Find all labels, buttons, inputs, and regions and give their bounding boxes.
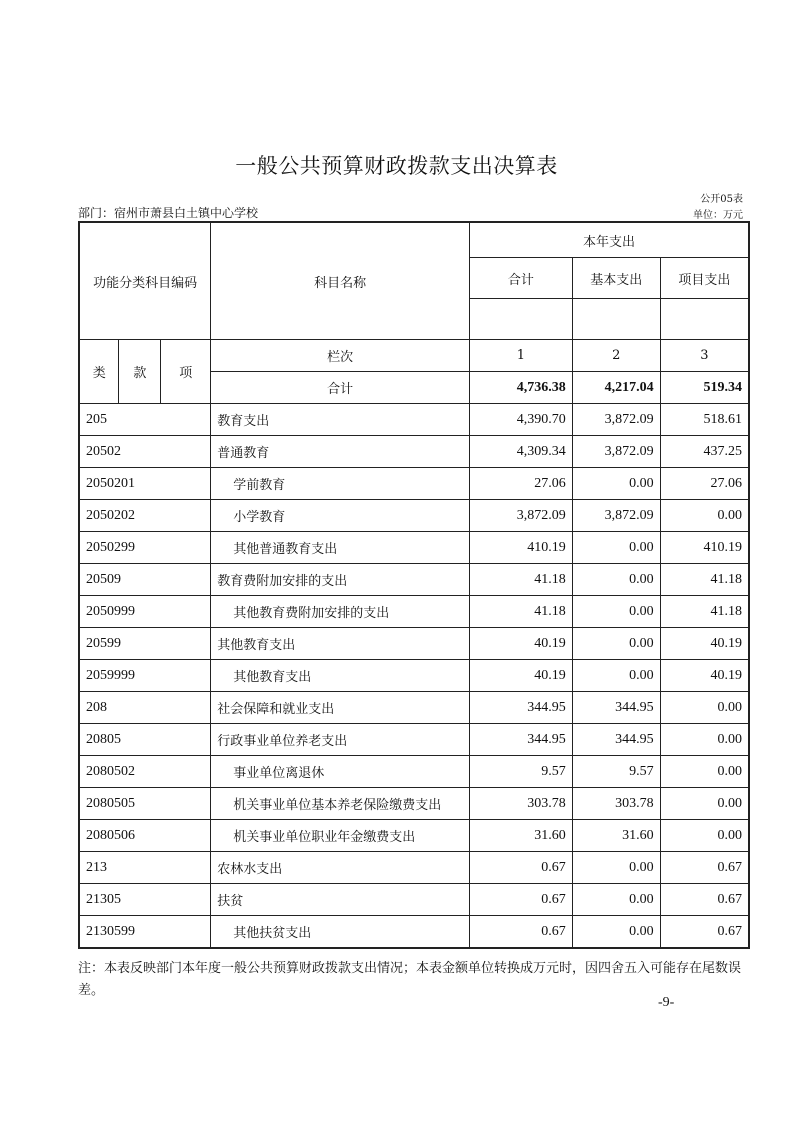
row-name: 小学教育 [211, 500, 470, 532]
lei-header: 类 [79, 340, 119, 404]
row-project: 40.19 [660, 628, 749, 660]
row-code: 2080506 [79, 820, 211, 852]
row-project: 410.19 [660, 532, 749, 564]
row-basic: 9.57 [572, 756, 660, 788]
row-basic: 0.00 [572, 660, 660, 692]
row-name: 机关事业单位职业年金缴费支出 [211, 820, 470, 852]
row-total: 3,872.09 [470, 500, 573, 532]
table-row [79, 596, 749, 628]
row-total: 31.60 [470, 820, 573, 852]
project-col-header: 项目支出 [660, 258, 749, 299]
row-name: 其他教育支出 [211, 660, 470, 692]
row-code: 20509 [79, 564, 211, 596]
page-number: -9- [658, 995, 675, 1010]
row-total: 9.57 [470, 756, 573, 788]
row-total: 4,309.34 [470, 436, 573, 468]
row-project: 0.00 [660, 756, 749, 788]
row-code: 2059999 [79, 660, 211, 692]
column-number-2: 2 [572, 340, 660, 372]
total-col-header: 合计 [470, 258, 573, 299]
row-total: 303.78 [470, 788, 573, 820]
expenditure-table [78, 221, 750, 949]
row-basic: 3,872.09 [572, 404, 660, 436]
grand-total-project: 519.34 [660, 372, 749, 404]
row-code: 20502 [79, 436, 211, 468]
row-basic: 0.00 [572, 884, 660, 916]
row-code: 213 [79, 852, 211, 884]
footnote: 注：本表反映部门本年度一般公共预算财政拨款支出情况；本表金额单位转换成万元时，因四舍五入可能存在尾数误差。 [78, 961, 742, 998]
row-name: 其他教育支出 [211, 628, 470, 660]
table-row [79, 564, 749, 596]
table-row [79, 404, 749, 436]
department-label: 部门：宿州市萧县白土镇中心学校 [78, 206, 259, 220]
row-total: 40.19 [470, 628, 573, 660]
table-row [79, 852, 749, 884]
row-total: 41.18 [470, 564, 573, 596]
row-name: 社会保障和就业支出 [211, 692, 470, 724]
row-project: 0.00 [660, 692, 749, 724]
basic-col-header-cont [572, 299, 660, 340]
table-row [79, 692, 749, 724]
row-name: 机关事业单位基本养老保险缴费支出 [211, 788, 470, 820]
page-title: 一般公共预算财政拨款支出决算表 [235, 154, 558, 178]
basic-col-header: 基本支出 [572, 258, 660, 299]
row-total: 0.67 [470, 916, 573, 949]
year-expense-header: 本年支出 [470, 222, 749, 258]
row-basic: 31.60 [572, 820, 660, 852]
row-name: 其他扶贫支出 [211, 916, 470, 949]
code-header: 功能分类科目编码 [79, 222, 211, 340]
row-total: 410.19 [470, 532, 573, 564]
table-row [79, 884, 749, 916]
row-basic: 0.00 [572, 852, 660, 884]
column-number-row [79, 340, 749, 372]
row-project: 0.00 [660, 500, 749, 532]
row-name: 教育费附加安排的支出 [211, 564, 470, 596]
header-row-1 [79, 222, 749, 258]
grand-total-total: 4,736.38 [470, 372, 573, 404]
row-total: 0.67 [470, 884, 573, 916]
row-project: 0.67 [660, 852, 749, 884]
row-name: 其他教育费附加安排的支出 [211, 596, 470, 628]
row-project: 41.18 [660, 564, 749, 596]
row-code: 21305 [79, 884, 211, 916]
row-basic: 3,872.09 [572, 500, 660, 532]
row-name: 事业单位离退休 [211, 756, 470, 788]
row-code: 2050299 [79, 532, 211, 564]
column-number-1: 1 [470, 340, 573, 372]
row-name: 普通教育 [211, 436, 470, 468]
row-project: 40.19 [660, 660, 749, 692]
lanci-label: 栏次 [211, 340, 470, 372]
row-name: 行政事业单位养老支出 [211, 724, 470, 756]
row-code: 208 [79, 692, 211, 724]
row-basic: 0.00 [572, 916, 660, 949]
row-name: 扶贫 [211, 884, 470, 916]
table-row [79, 628, 749, 660]
table-row [79, 788, 749, 820]
row-total: 344.95 [470, 692, 573, 724]
row-basic: 3,872.09 [572, 436, 660, 468]
row-total: 27.06 [470, 468, 573, 500]
column-number-3: 3 [660, 340, 749, 372]
row-code: 2050201 [79, 468, 211, 500]
row-basic: 0.00 [572, 564, 660, 596]
table-row [79, 500, 749, 532]
row-project: 0.00 [660, 820, 749, 852]
row-basic: 344.95 [572, 692, 660, 724]
row-code: 20805 [79, 724, 211, 756]
unit-label: 单位：万元 [693, 210, 743, 221]
kuan-header: 款 [119, 340, 161, 404]
row-project: 0.67 [660, 884, 749, 916]
name-header: 科目名称 [211, 222, 470, 340]
table-row [79, 660, 749, 692]
table-row [79, 436, 749, 468]
row-basic: 344.95 [572, 724, 660, 756]
row-basic: 0.00 [572, 628, 660, 660]
total-col-header-cont [470, 299, 573, 340]
row-code: 2050202 [79, 500, 211, 532]
row-total: 4,390.70 [470, 404, 573, 436]
table-row [79, 756, 749, 788]
row-total: 40.19 [470, 660, 573, 692]
row-project: 41.18 [660, 596, 749, 628]
row-name: 农林水支出 [211, 852, 470, 884]
table-row [79, 532, 749, 564]
form-number: 公开05表 [700, 194, 743, 205]
row-project: 0.00 [660, 788, 749, 820]
xiang-header: 项 [161, 340, 211, 404]
row-code: 2050999 [79, 596, 211, 628]
row-project: 0.67 [660, 916, 749, 949]
grand-total-basic: 4,217.04 [572, 372, 660, 404]
row-project: 27.06 [660, 468, 749, 500]
row-total: 0.67 [470, 852, 573, 884]
table-row [79, 820, 749, 852]
row-name: 其他普通教育支出 [211, 532, 470, 564]
row-code: 205 [79, 404, 211, 436]
row-code: 2130599 [79, 916, 211, 949]
table-row [79, 916, 749, 949]
row-project: 0.00 [660, 724, 749, 756]
row-project: 437.25 [660, 436, 749, 468]
row-project: 518.61 [660, 404, 749, 436]
row-total: 41.18 [470, 596, 573, 628]
row-basic: 0.00 [572, 468, 660, 500]
grand-total-label: 合计 [211, 372, 470, 404]
row-code: 2080505 [79, 788, 211, 820]
project-col-header-cont [660, 299, 749, 340]
row-basic: 0.00 [572, 532, 660, 564]
table-row [79, 468, 749, 500]
row-basic: 303.78 [572, 788, 660, 820]
row-basic: 0.00 [572, 596, 660, 628]
row-code: 20599 [79, 628, 211, 660]
row-total: 344.95 [470, 724, 573, 756]
row-name: 教育支出 [211, 404, 470, 436]
table-row [79, 724, 749, 756]
row-code: 2080502 [79, 756, 211, 788]
row-name: 学前教育 [211, 468, 470, 500]
